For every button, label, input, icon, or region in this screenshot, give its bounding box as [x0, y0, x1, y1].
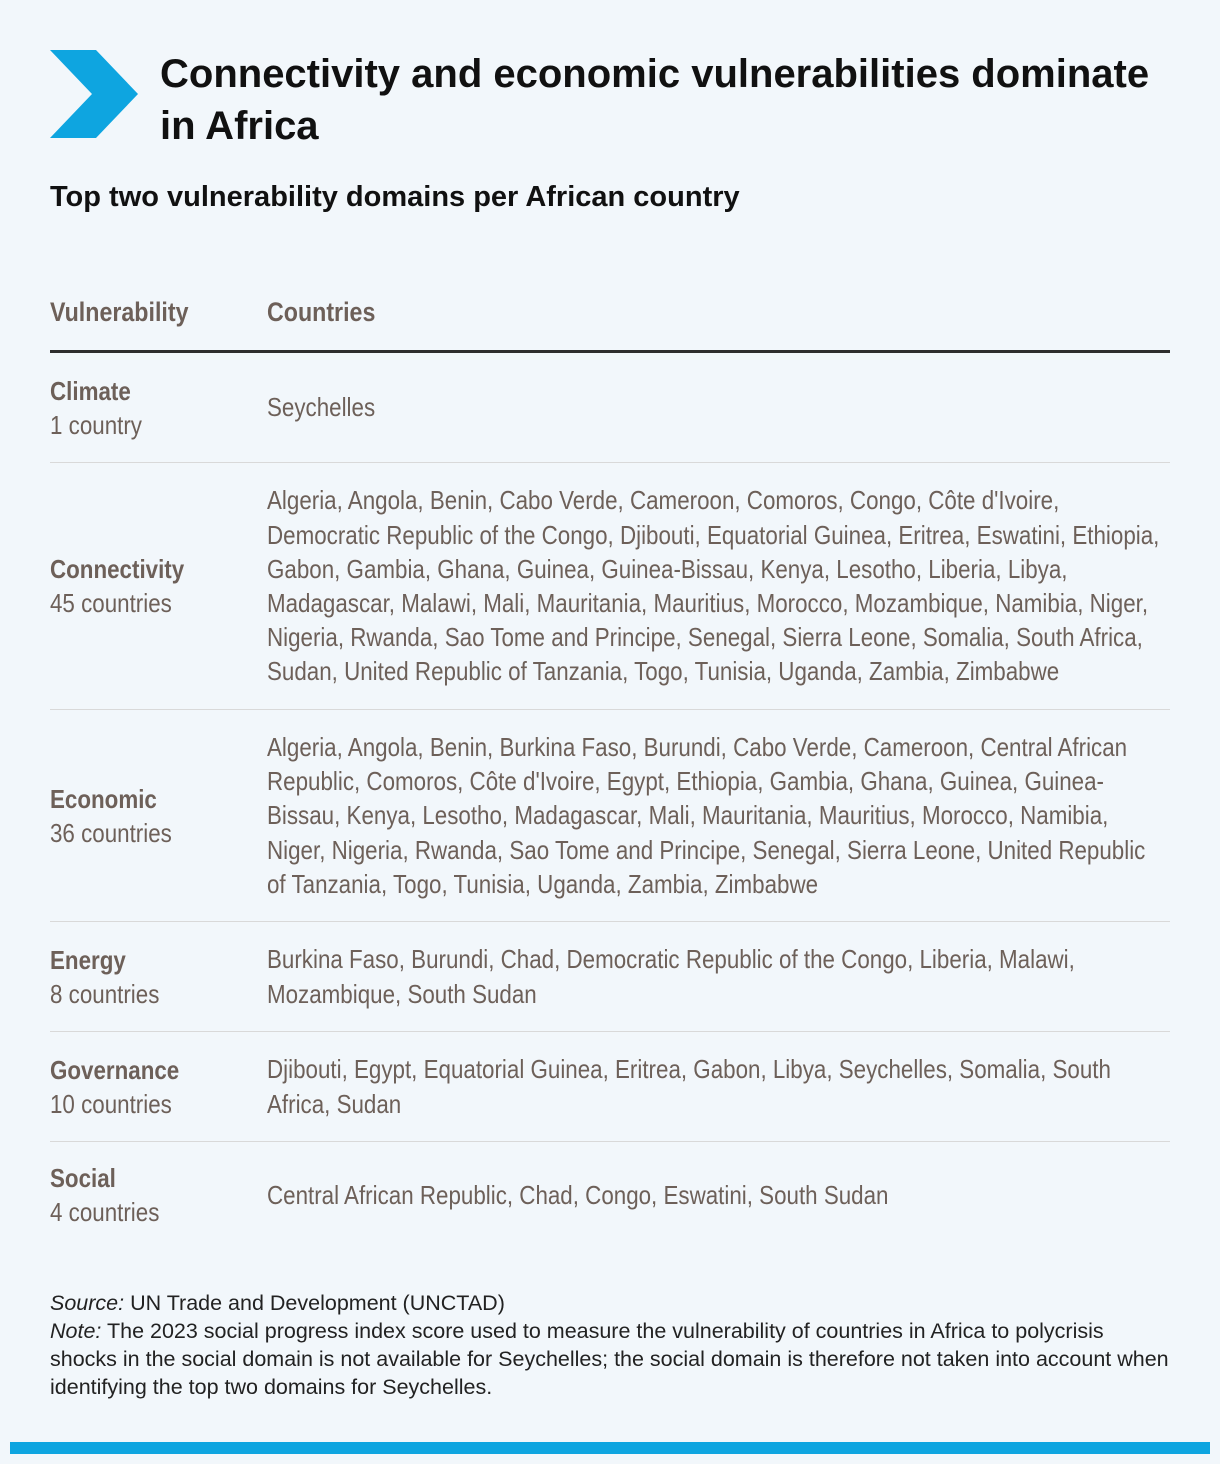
country-list: Burkina Faso, Burundi, Chad, Democratic Republic of the Congo, Liberia, Malawi, Mozambique, South Sudan: [267, 944, 1075, 1009]
header-countries: Countries: [267, 297, 376, 327]
footnote: [50, 1289, 1170, 1401]
vulnerability-count: 45 countries: [50, 588, 172, 618]
vulnerability-count: 1 country: [50, 409, 142, 440]
vulnerability-table: [50, 290, 1170, 1248]
bottom-accent-bar: [10, 1442, 1210, 1454]
note-text: The 2023 social progress index score used to measure the vulnerability of countries in Africa to polycrisis shocks in the social domain is not available for Seychelles; the social domain is therefore not taken into account when identifying the top two domains for Seychelles.: [50, 1319, 1169, 1399]
country-list: Central African Republic, Chad, Congo, Eswatini, South Sudan: [267, 1179, 889, 1210]
vulnerability-count: 4 countries: [50, 1197, 160, 1227]
table-row-energy: [50, 922, 1170, 1032]
vulnerability-name: Governance: [50, 1054, 180, 1085]
note-label: Note:: [50, 1319, 102, 1343]
country-list: Algeria, Angola, Benin, Burkina Faso, Burundi, Cabo Verde, Cameroon, Central African Republic, Comoros, Côte d'Ivoire, Egypt, Ethiopia, Gambia, Ghana, Guinea, Guinea-Bissau, Kenya, Lesotho, Madagascar, Mali, Mauritania, Mauritius, Morocco, Namibia, Niger, Nigeria, Rwanda, Sao Tome and Principe, Senegal, Sierra Leone, United Republic of Tanzania, Togo, Tunisia, Uganda, Zambia, Zimbabwe: [267, 731, 1146, 899]
vulnerability-name: Economic: [50, 783, 157, 814]
table-row-economic: [50, 710, 1170, 922]
source-text: UN Trade and Development (UNCTAD): [124, 1291, 505, 1315]
vulnerability-count: 8 countries: [50, 978, 160, 1009]
source-label: Source:: [50, 1291, 125, 1315]
country-list: Algeria, Angola, Benin, Cabo Verde, Cameroon, Comoros, Congo, Côte d'Ivoire, Democratic Republic of the Congo, Djibouti, Equatorial Guinea, Eritrea, Eswatini, Ethiopia, Gabon, Gambia, Ghana, Guinea, Guinea-Bissau, Kenya, Lesotho, Liberia, Libya, Madagascar, Malawi, Mali, Mauritania, Mauritius, Morocco, Mozambique, Namibia, Niger, Nigeria, Rwanda, Sao Tome and Principe, Senegal, Sierra Leone, Somalia, South Africa, Sudan, United Republic of Tanzania, Togo, Tunisia, Uganda, Zambia, Zimbabwe: [267, 485, 1160, 687]
vulnerability-name: Social: [50, 1163, 116, 1193]
note-line: [50, 1317, 1170, 1401]
country-list: Seychelles: [267, 392, 376, 423]
source-line: [50, 1289, 1170, 1317]
vulnerability-name: Energy: [50, 944, 126, 975]
table-row-connectivity: [50, 463, 1170, 710]
table-row-governance: [50, 1032, 1170, 1142]
header-vulnerability: Vulnerability: [50, 297, 189, 327]
page-title: Connectivity and economic vulnerabilities dominate in Africa: [160, 52, 1150, 148]
vulnerability-name: Climate: [50, 375, 131, 406]
table-row-climate: [50, 353, 1170, 463]
vulnerability-count: 36 countries: [50, 817, 172, 848]
country-list: Djibouti, Egypt, Equatorial Guinea, Eritrea, Gabon, Libya, Seychelles, Somalia, South Africa, Sudan: [267, 1054, 1111, 1119]
table-row-social: [50, 1142, 1170, 1248]
table-header: [50, 290, 1170, 353]
chevron-right-icon: [50, 50, 138, 138]
page-subtitle: Top two vulnerability domains per African country: [50, 181, 740, 213]
vulnerability-count: 10 countries: [50, 1088, 172, 1119]
vulnerability-name: Connectivity: [50, 554, 185, 584]
